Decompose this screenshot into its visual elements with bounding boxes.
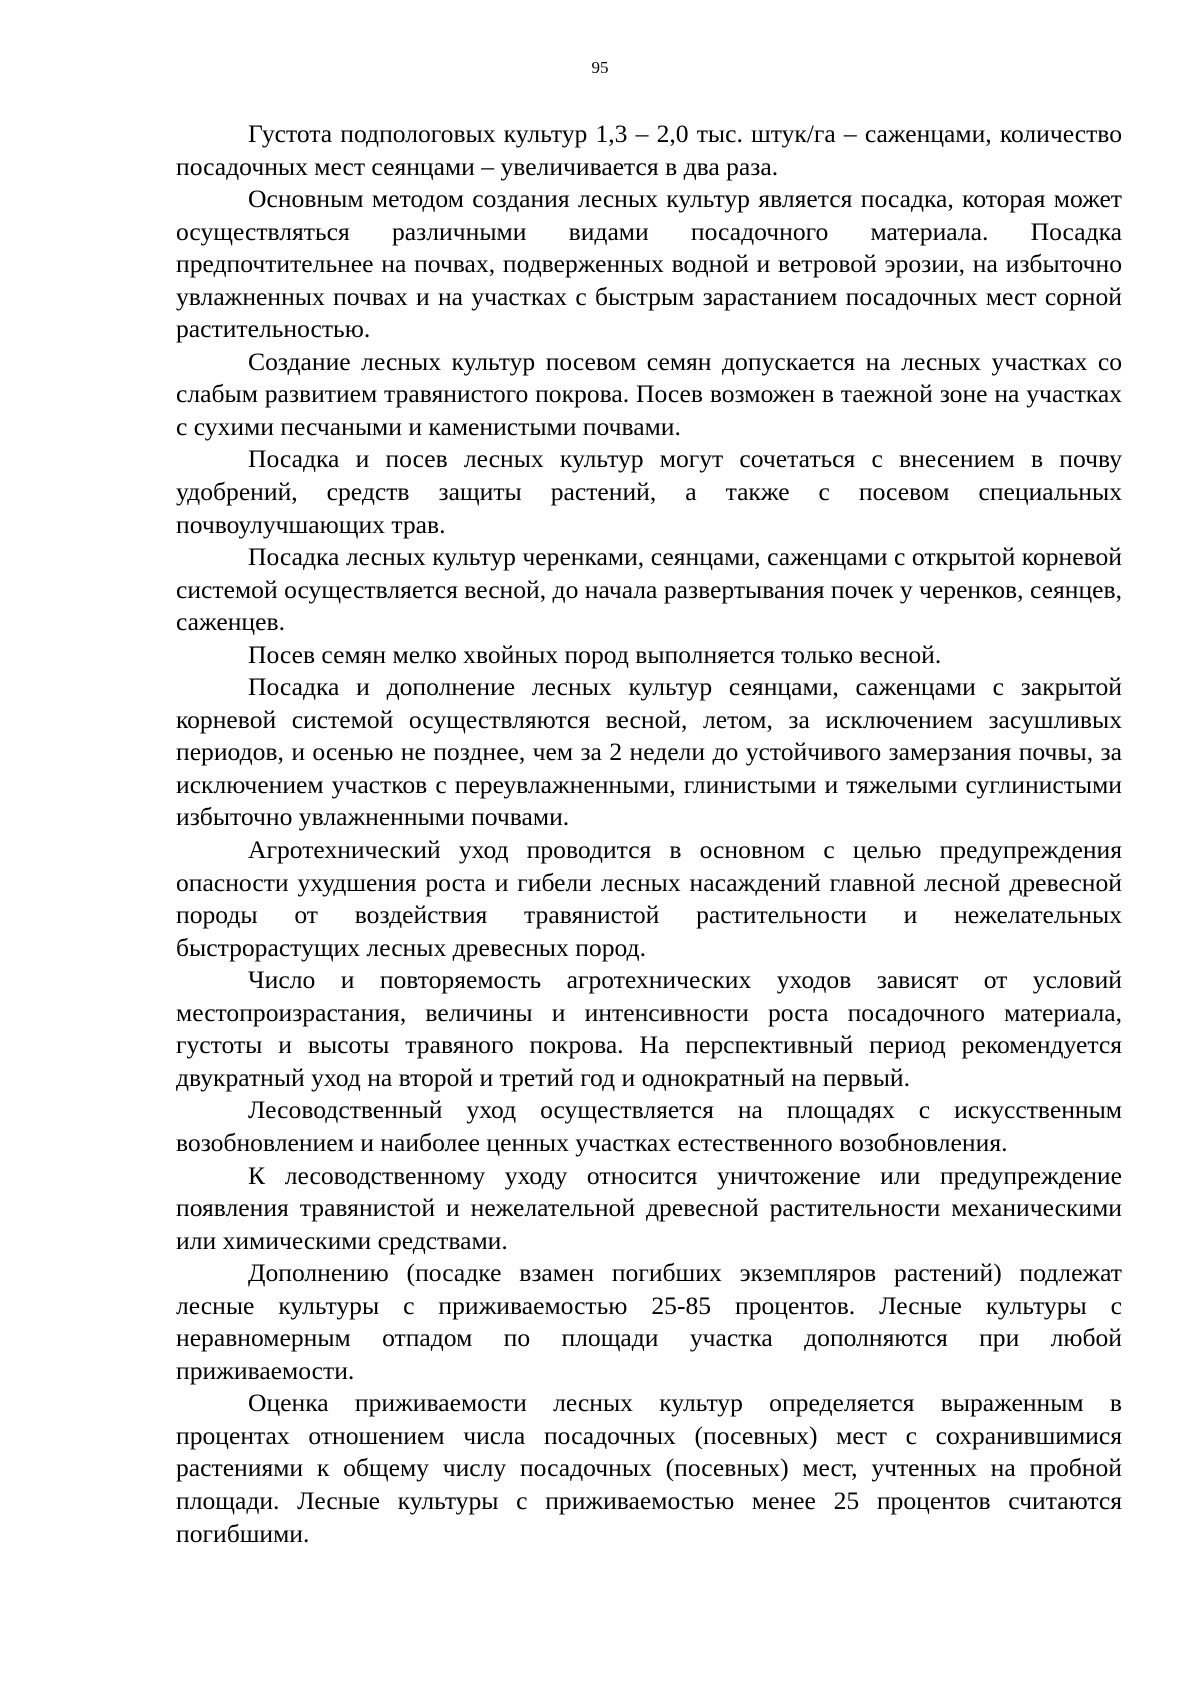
paragraph-7: Посадка и дополнение лесных культур сеянцами, саженцами с закрытой корневой системой осуществляются весной, летом, за исключением засушливых периодов, и осенью не позднее, чем за 2 недели до устойчивого замерзания почвы, за исключением участков с переувлажненными, глинистыми и тяжелыми суглинистыми избыточно увлажненными почвами. bbox=[176, 672, 1122, 832]
page-number: 95 bbox=[591, 58, 609, 77]
paragraph-8: Агротехнический уход проводится в основном с целью предупреждения опасности ухудшения роста и гибели лесных насаждений главной лесной древесной породы от воздействия травянистой растительности и нежелательных быстрорастущих лесных древесных пород. bbox=[176, 835, 1122, 962]
paragraph-13: Оценка приживаемости лесных культур определяется выраженным в процентах отношением числа посадочных (посевных) мест с сохранившимися растениями к общему числу посадочных (посевных) мест, учтенных на пробной площади. Лесные культуры с приживаемостью менее 25 процентов считаются погибшими. bbox=[176, 1388, 1122, 1548]
paragraph-12: Дополнению (посадке взамен погибших экземпляров растений) подлежат лесные культуры с приживаемостью 25-85 процентов. Лесные культуры с неравномерным отпадом по площади участка дополняются при любой приживаемости. bbox=[176, 1258, 1122, 1385]
paragraph-9: Число и повторяемость агротехнических уходов зависят от условий местопроизрастания, величины и интенсивности роста посадочного материала, густоты и высоты травяного покрова. На перспективный период рекомендуется двукратный уход на второй и третий год и однократный на первый. bbox=[176, 965, 1122, 1092]
paragraph-4: Посадка и посев лесных культур могут сочетаться с внесением в почву удобрений, средств защиты растений, а также с посевом специальных почвоулучшающих трав. bbox=[176, 444, 1122, 539]
paragraph-6: Посев семян мелко хвойных пород выполняется только весной. bbox=[248, 639, 942, 669]
paragraph-11: К лесоводственному уходу относится уничтожение или предупреждение появления травянистой и нежелательной древесной растительности механическими или химическими средствами. bbox=[176, 1160, 1122, 1255]
paragraph-10: Лесоводственный уход осуществляется на площадях с искусственным возобновлением и наиболее ценных участках естественного возобновления. bbox=[176, 1095, 1122, 1157]
paragraph-2: Основным методом создания лесных культур является посадка, которая может осуществляться различными видами посадочного материала. Посадка предпочтительнее на почвах, подверженных водной и ветровой эрозии, на избыточно увлажненных почвах и на участках с быстрым зарастанием посадочных мест сорной растительностью. bbox=[176, 184, 1122, 344]
paragraph-5: Посадка лесных культур черенками, сеянцами, саженцами с открытой корневой системой осуществляется весной, до начала развертывания почек у черенков, сеянцев, саженцев. bbox=[176, 542, 1122, 637]
document-body bbox=[176, 118, 1122, 1550]
paragraph-3: Создание лесных культур посевом семян допускается на лесных участках со слабым развитием травянистого покрова. Посев возможен в таежной зоне на участках с сухими песчаными и каменистыми почвами. bbox=[176, 346, 1122, 441]
paragraph-1: Густота подпологовых культур 1,3 – 2,0 тыс. штук/га – саженцами, количество посадочных мест сеянцами – увеличивается в два раза. bbox=[176, 119, 1122, 181]
